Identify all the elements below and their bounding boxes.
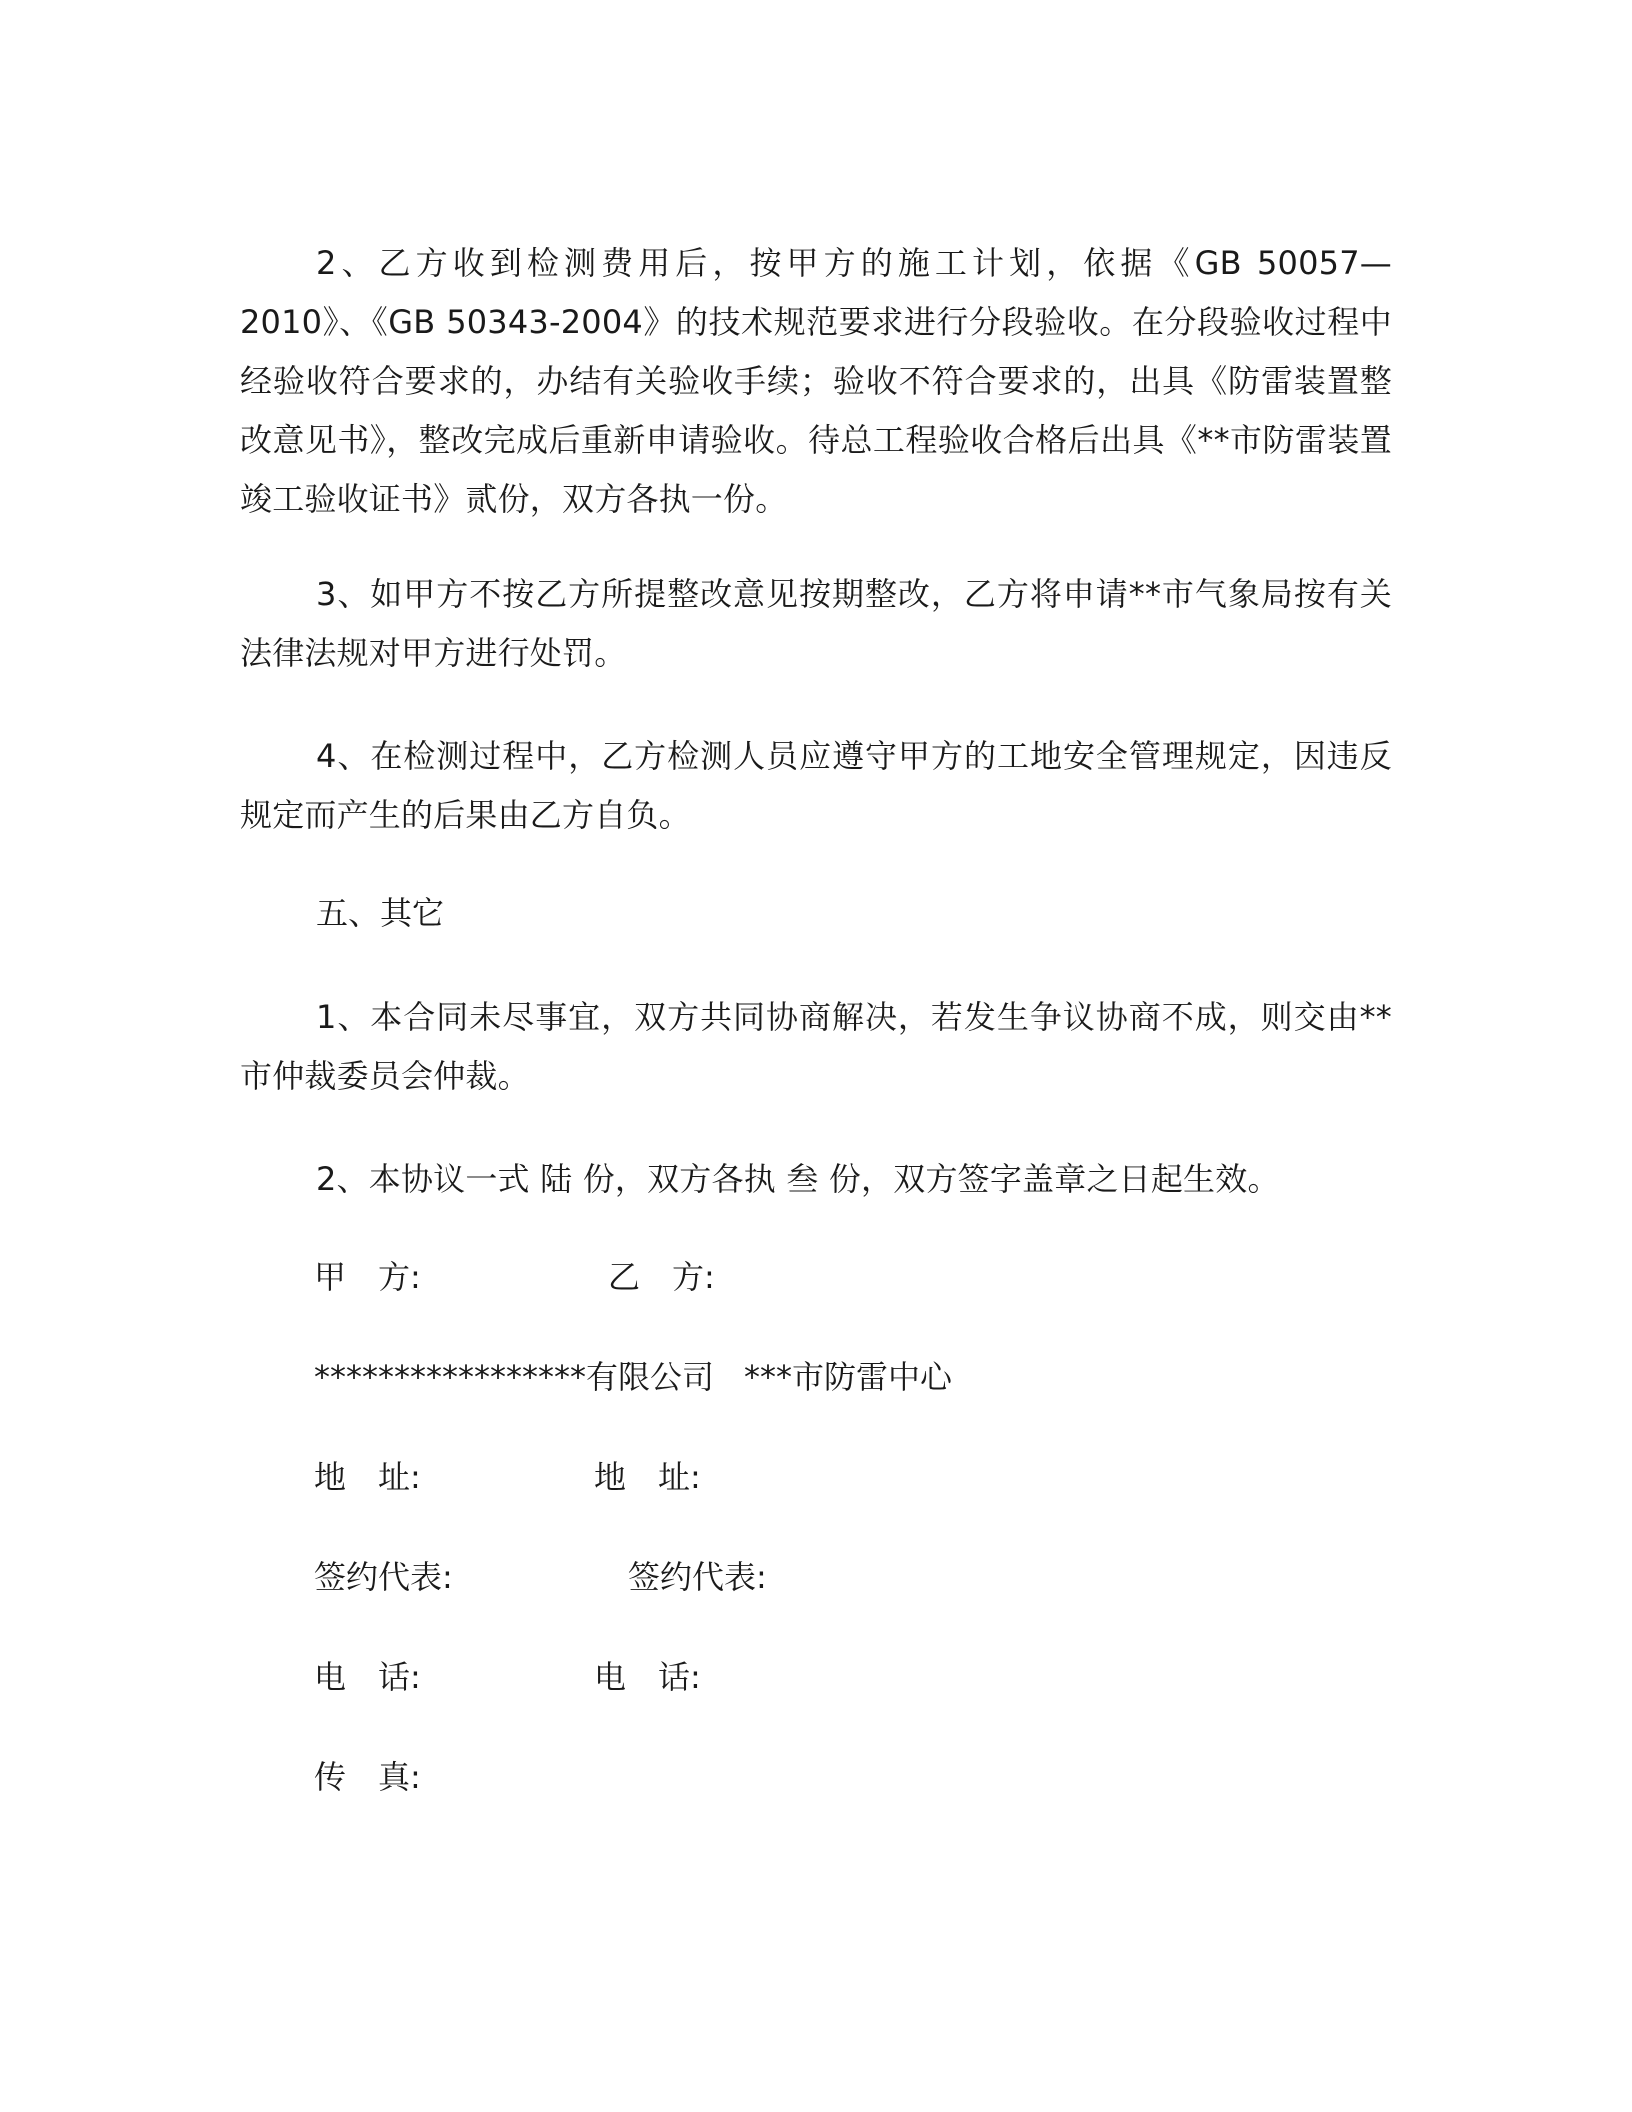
section-5-item-1: 1、本合同未尽事宜，双方共同协商解决，若发生争议协商不成，则交由**市仲裁委员会仲裁。: [240, 998, 1392, 1095]
address-b-label: 地 址:: [594, 1458, 701, 1496]
representative-a-label: 签约代表:: [314, 1558, 453, 1596]
address-a-label: 地 址:: [314, 1458, 421, 1496]
party-b-name: ***市防雷中心: [744, 1358, 953, 1396]
party-b-label: 乙 方:: [608, 1258, 715, 1296]
clause-3-paragraph: 3、如甲方不按乙方所提整改意见按期整改，乙方将申请**市气象局按有关法律法规对甲方进行处罚。: [240, 575, 1392, 672]
section-5-heading: 五、其它: [316, 894, 445, 932]
phone-b-label: 电 话:: [594, 1658, 701, 1696]
party-a-label: 甲 方:: [314, 1258, 421, 1296]
section-5-item-2: 2、本协议一式 陆 份，双方各执 叁 份，双方签字盖章之日起生效。: [316, 1160, 1280, 1198]
clause-4-paragraph: 4、在检测过程中，乙方检测人员应遵守甲方的工地安全管理规定，因违反规定而产生的后果由乙方自负。: [240, 737, 1392, 834]
phone-a-label: 电 话:: [314, 1658, 421, 1696]
party-a-name: *****************有限公司: [314, 1358, 715, 1396]
representative-b-label: 签约代表:: [628, 1558, 767, 1596]
clause-2-paragraph: 2、乙方收到检测费用后，按甲方的施工计划，依据《GB 50057—2010》、《GB 50343-2004》的技术规范要求进行分段验收。在分段验收过程中经验收符合要求的，办结有关验收手续；验收不符合要求的，出具《防雷装置整改意见书》，整改完成后重新申请验收。待总工程验收合格后出具《**市防雷装置竣工验收证书》贰份，双方各执一份。: [240, 244, 1392, 518]
fax-a-label: 传 真:: [314, 1758, 421, 1796]
